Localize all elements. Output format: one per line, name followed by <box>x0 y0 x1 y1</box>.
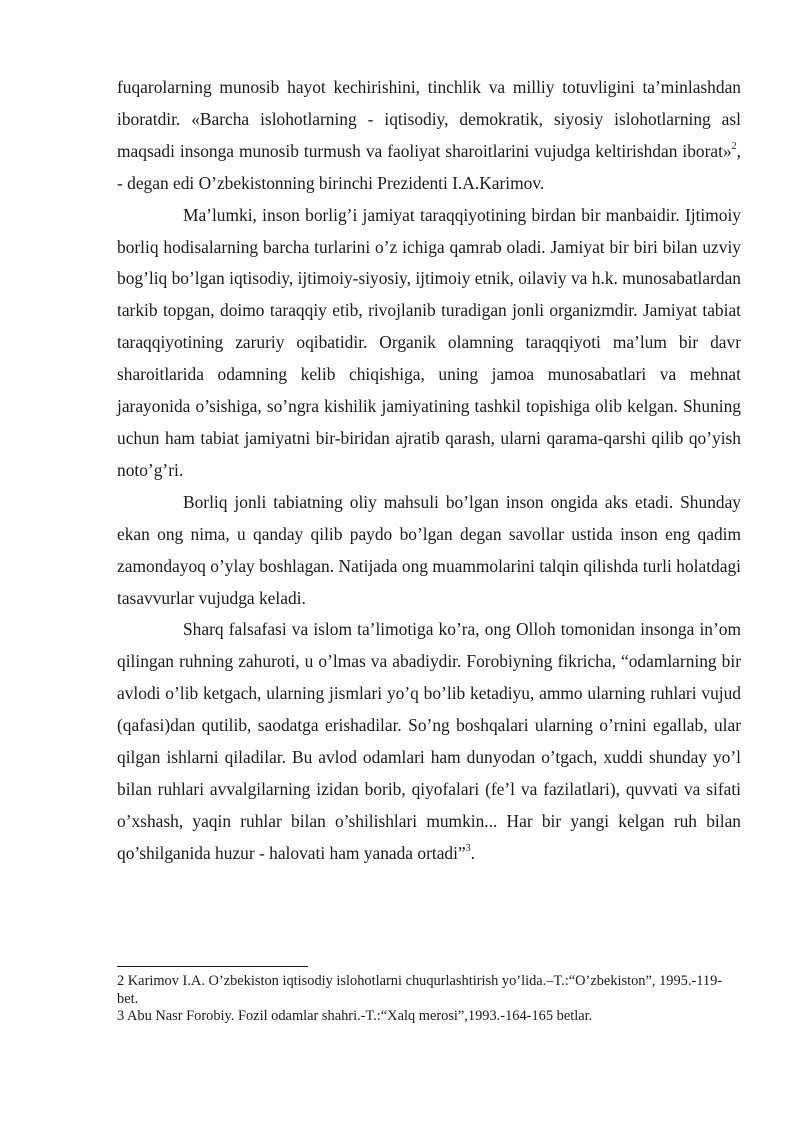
paragraph-text: Sharq falsafasi va islom ta’limotiga ko’ra, ong Olloh tomonidan insonga in’om qilingan ruhning zahuroti, u o’lmas va abadiydir. Forobiyning fikricha, “odamlarning bir avlodi o’lib ketgach, ularning jismlari yo’q bo’lib ketadiyu, ammo ularning ruhlari vujud (qafasi)dan qutilib, saodatga erishadilar. So’ng boshqalari ularning o’rnini egallab, ular qilgan ishlarni qiladilar. Bu avlod odamlari ham dunyodan o’tgach, xuddi shunday yo’l bilan ruhlari avvalgilarning izidan borib, qiyofalari (fe’l va fazilatlari), quvvati va sifati o’xshash, yaqin ruhlar bilan o’shilishlari mumkin... Har bir yangi kelgan ruh bilan qo’shilganida huzur - halovati ham yanada ortadi” <box>117 619 741 863</box>
paragraph-text: Borliq jonli tabiatning oliy mahsuli bo’lgan inson ongida aks etadi. Shunday ekan ong nima, u qanday qilib paydo bo’lgan degan savollar ustida inson eng qadim zamondayoq o’ylay boshlagan. Natijada ong muammolarini talqin qilishda turli holatdagi tasavvurlar vujudga keladi. <box>117 491 741 608</box>
paragraph-3 <box>117 487 741 615</box>
paragraph-text: , - degan edi O’zbekistonning birinchi Prezidenti I.A.Karimov. <box>117 140 741 193</box>
paragraph-1 <box>117 72 741 200</box>
footnote-2: 2 Karimov I.A. O’zbekiston iqtisodiy islohotlarni chuqurlashtirish yo’lida.–T.:“O’zbekiston”, 1995.-119-bet. <box>117 973 723 1007</box>
footnotes <box>117 973 741 1026</box>
paragraph-2 <box>117 200 741 487</box>
footnote-separator <box>117 966 308 967</box>
body-text <box>117 72 741 870</box>
paragraph-text: fuqarolarning munosib hayot kechirishini, tinchlik va milliy totuvligini ta’minlashdan iboratdir. «Barcha islohotlarning - iqtisodiy, demokratik, siyosiy islohotlarning asl maqsadi insonga munosib turmush va faoliyat sharoitlarini vujudga keltirishdan iborat» <box>117 77 741 161</box>
paragraph-text: Ma’lumki, inson borlig’i jamiyat taraqqiyotining birdan bir manbaidir. Ijtimoiy borliq hodisalarning barcha turlarini o’z ichiga qamrab oladi. Jamiyat bir biri bilan uzviy bog’liq bo’lgan iqtisodiy, ijtimoiy-siyosiy, ijtimoiy etnik, oilaviy va h.k. munosabatlardan tarkib topgan, doimo taraqqiy etib, rivojlanib turadigan jonli organizmdir. Jamiyat tabiat taraqqiyotining zaruriy oqibatidir. Organik olamning taraqqiyoti ma’lum bir davr sharoitlarida odamning kelib chiqishiga, uning jamoa munosabatlari va mehnat jarayonida o’sishiga, so’ngra kishilik jamiyatining tashkil topishiga olib kelgan. Shuning uchun ham tabiat jamiyatni bir-biridan ajratib qarash, ularni qarama-qarshi qilib qo’yish noto’g’ri. <box>117 204 741 480</box>
paragraph-4 <box>117 614 741 869</box>
footnote-ref-2[interactable]: 2 <box>731 141 737 153</box>
footnote-ref-3[interactable]: 3 <box>465 842 471 854</box>
paragraph-text: . <box>470 842 476 863</box>
footnote-3: 3 Abu Nasr Forobiy. Fozil odamlar shahri.-T.:“Xalq merosi”,1993.-164-165 betlar. <box>117 1008 593 1024</box>
